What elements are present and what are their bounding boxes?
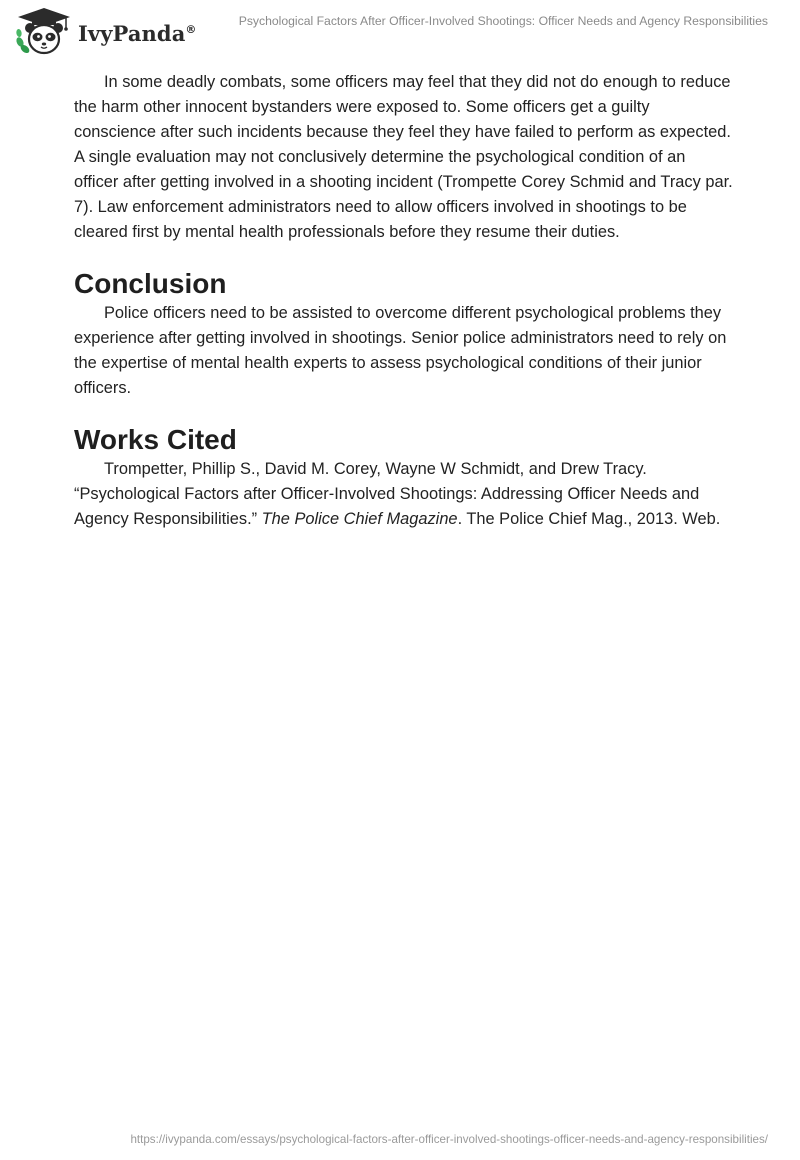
essay-content (74, 70, 734, 532)
body-paragraph: In some deadly combats, some officers may feel that they did not do enough to reduce the harm other innocent bystanders were exposed to. Some officers get a guilty conscience after such incidents because they feel they have failed to perform as expected. A single evaluation may not conclusively determine the psychological condition of an officer after getting involved in a shooting incident (Trompette Corey Schmid and Tracy par. 7). Law enforcement administrators need to allow officers involved in shootings to be cleared first by mental health professionals before they resume their duties. (74, 73, 733, 241)
citation-entry (74, 457, 734, 532)
source-url[interactable]: https://ivypanda.com/essays/psychological-factors-after-officer-involved-shootings-officer-needs-and-agency-responsibilities/ (130, 1133, 768, 1146)
panda-graduate-icon (14, 6, 76, 56)
page-header (0, 0, 800, 64)
document-title: Psychological Factors After Officer-Involved Shootings: Officer Needs and Agency Responsibilities (238, 14, 768, 28)
citation-publisher-details: . The Police Chief Mag., 2013. Web. (457, 510, 721, 528)
logo-text: IvyPanda® (78, 20, 197, 46)
conclusion-heading: Conclusion (74, 268, 227, 299)
citation-publication: The Police Chief Magazine (261, 510, 458, 528)
citation-authors-title: Trompetter, Phillip S., David M. Corey, Wayne W Schmidt, and Drew Tracy. “Psychological Factors after Officer-Involved Shootings: Addressing Officer Needs and Agency Responsibilities.” (74, 460, 700, 528)
conclusion-paragraph: Police officers need to be assisted to overcome different psychological problems they experience after getting involved in shootings. Senior police administrators need to rely on the expertise of mental health experts to assess psychological conditions of their junior officers. (74, 304, 727, 397)
works-cited-heading: Works Cited (74, 424, 237, 455)
ivypanda-logo[interactable] (14, 6, 197, 56)
